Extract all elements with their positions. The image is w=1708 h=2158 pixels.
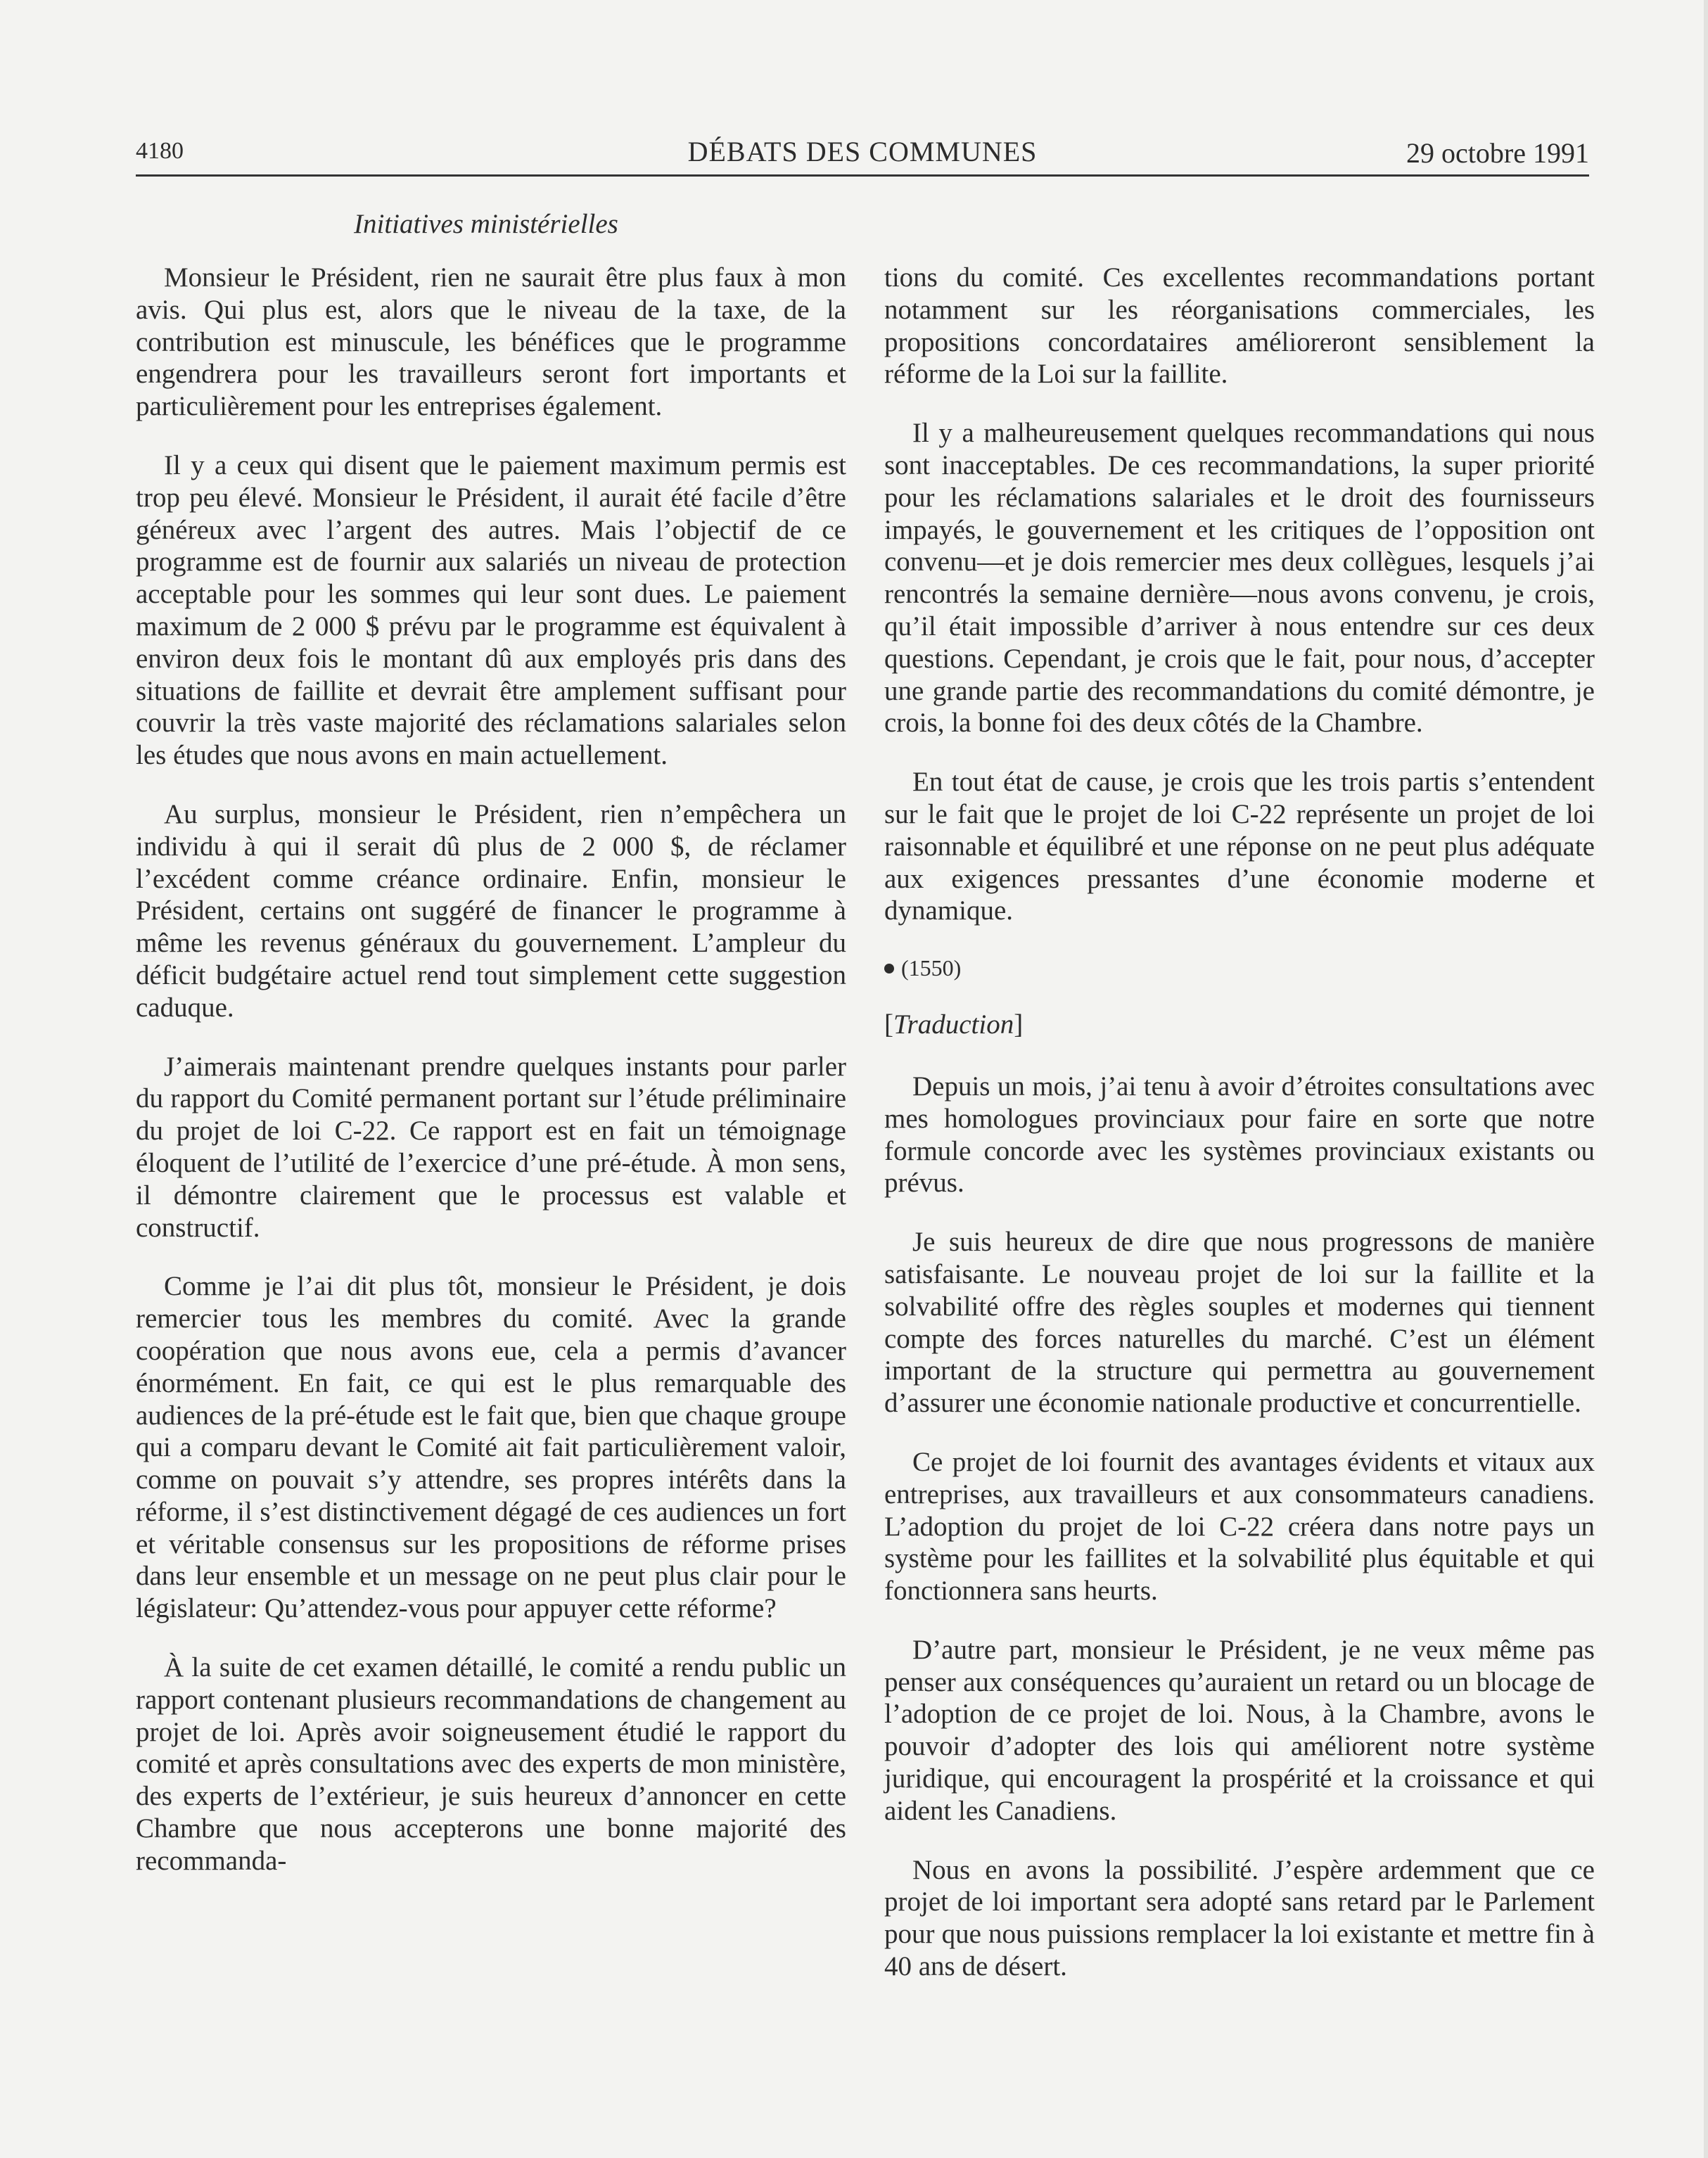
header-rule [136,174,1589,177]
paragraph-continuation: tions du comité. Ces excellentes recommandations portant notamment sur les réorganisations commerciales, les propositions concordataires amélioreront sensiblement la réforme de la Loi sur la faillite. [884,262,1595,390]
bullet-icon [884,964,894,973]
paragraph: Comme je l’ai dit plus tôt, monsieur le Président, je dois remercier tous les membres du comité. Avec la grande coopération que nous avons eue, cela a permis d’avancer énormément. En fait, ce qui est le plus remarquable des audiences de la pré-étude est le fait que, bien que chaque groupe qui a comparu devant le Comité ait fait particulièrement valoir, comme on pouvait s’y attendre, ses propres intérêts dans la réforme, il s’est distinctivement dégagé de ces audiences un fort et véritable consensus sur les propositions de réforme prises dans leur ensemble et un message on ne peut plus clair pour le législateur: Qu’attendez-vous pour appuyer cette réforme? [136,1271,846,1624]
section-label: Initiatives ministérielles [354,209,618,239]
paragraph: Monsieur le Président, rien ne saurait être plus faux à mon avis. Qui plus est, alors que le niveau de la taxe, de la contribution est minuscule, les bénéfices que le programme engendrera pour les travailleurs seront fort importants et particulièrement pour les entreprises également. [136,262,846,422]
paragraph: Il y a ceux qui disent que le paiement maximum permis est trop peu élevé. Monsieur le Président, il aurait été facile d’être généreux avec l’argent des autres. Mais l’objectif de ce programme est de fournir aux salariés un niveau de protection acceptable pour les sommes qui leur sont dues. Le paiement maximum de 2 000 $ prévu par le programme est équivalent à environ deux fois le montant dû aux employés pris dans des situations de faillite et devrait être amplement suffisant pour couvrir la très vaste majorité des réclamations salariales selon les études que nous avons en main actuellement. [136,449,846,771]
publication-title: DÉBATS DES COMMUNES [687,136,1038,167]
paragraph: Nous en avons la possibilité. J’espère ardemment que ce projet de loi important sera adopté sans retard par le Parlement pour que nous puissions remplacer la loi existante et mettre fin à 40 ans de désert. [884,1854,1595,1982]
paragraph: À la suite de cet examen détaillé, le comité a rendu public un rapport contenant plusieurs recommandations de changement au projet de loi. Après avoir soigneusement étudié le rapport du comité et après consultations avec des experts de mon ministère, des experts de l’extérieur, je suis heureux d’annoncer en cette Chambre que nous accepterons une bonne majorité des recommanda- [136,1652,846,1876]
translation-label-text: Traduction [893,1009,1014,1040]
paragraph: J’aimerais maintenant prendre quelques instants pour parler du rapport du Comité permanent portant sur l’étude préliminaire du projet de loi C-22. Ce rapport est en fait un témoignage éloquent de l’utilité de l’exercice d’une pré-étude. À mon sens, il démontre clairement que le processus est valable et constructif. [136,1051,846,1243]
page-number: 4180 [136,138,184,164]
paragraph: En tout état de cause, je crois que les trois partis s’entendent sur le fait que le projet de loi C-22 représente un projet de loi raisonnable et équilibré et une réponse on ne peut plus adéquate aux exigences pressantes d’une économie moderne et dynamique. [884,767,1595,926]
paragraph: Il y a malheureusement quelques recommandations qui nous sont inacceptables. De ces recommandations, la super priorité pour les réclamations salariales et le droit des fournisseurs impayés, le gouvernement et les critiques de l’opposition ont convenu—et je dois remercier mes deux collègues, lesquels j’ai rencontrés la semaine dernière—nous avons convenu, je crois, qu’il était impossible d’arriver à nous entendre sur ces deux questions. Cependant, je crois que le fait, pour nous, d’accepter une grande partie des recommandations du comité démontre, je crois, la bonne foi des deux côtés de la Chambre. [884,418,1595,739]
scan-edge [1704,0,1708,2158]
paragraph: D’autre part, monsieur le Président, je ne veux même pas penser aux conséquences qu’auraient un retard ou un blocage de l’adoption de ce projet de loi. Nous, à la Chambre, avons le pouvoir d’adopter des lois qui améliorent notre système juridique, qui encouragent la prospérité et la croissance et qui aident les Canadiens. [884,1634,1595,1826]
page-header [136,132,1589,170]
time-marker-text: (1550) [901,955,962,981]
publication-date: 29 octobre 1991 [1406,137,1589,169]
time-marker [884,954,1595,982]
paragraph: Ce projet de loi fournit des avantages évidents et vitaux aux entreprises, aux travailleurs et aux consommateurs canadiens. L’adoption du projet de loi C-22 créera dans notre pays un système pour les faillites et la solvabilité plus équitable et qui fonctionnera sans heurts. [884,1446,1595,1607]
paragraph: Depuis un mois, j’ai tenu à avoir d’étroites consultations avec mes homologues provinciaux pour faire en sorte que notre formule concorde avec les systèmes provinciaux existants ou prévus. [884,1071,1595,1199]
paragraph: Au surplus, monsieur le Président, rien n’empêchera un individu à qui il serait dû plus de 2 000 $, de réclamer l’excédent comme créance ordinaire. Enfin, monsieur le Président, certains ont suggéré de financer le programme à même les revenus généraux du gouvernement. L’ampleur du déficit budgétaire actuel rend tout simplement cette suggestion caduque. [136,798,846,1023]
translation-label: [Traduction] [884,1009,1024,1040]
right-column [884,262,1595,2010]
left-column [136,262,846,1904]
paragraph: Je suis heureux de dire que nous progressons de manière satisfaisante. Le nouveau projet de loi sur la faillite et la solvabilité offre des règles souples et modernes qui tiennent compte des forces naturelles du marché. C’est un élément important de la structure qui permettra au gouvernement d’assurer une économie nationale productive et concurrentielle. [884,1227,1595,1419]
